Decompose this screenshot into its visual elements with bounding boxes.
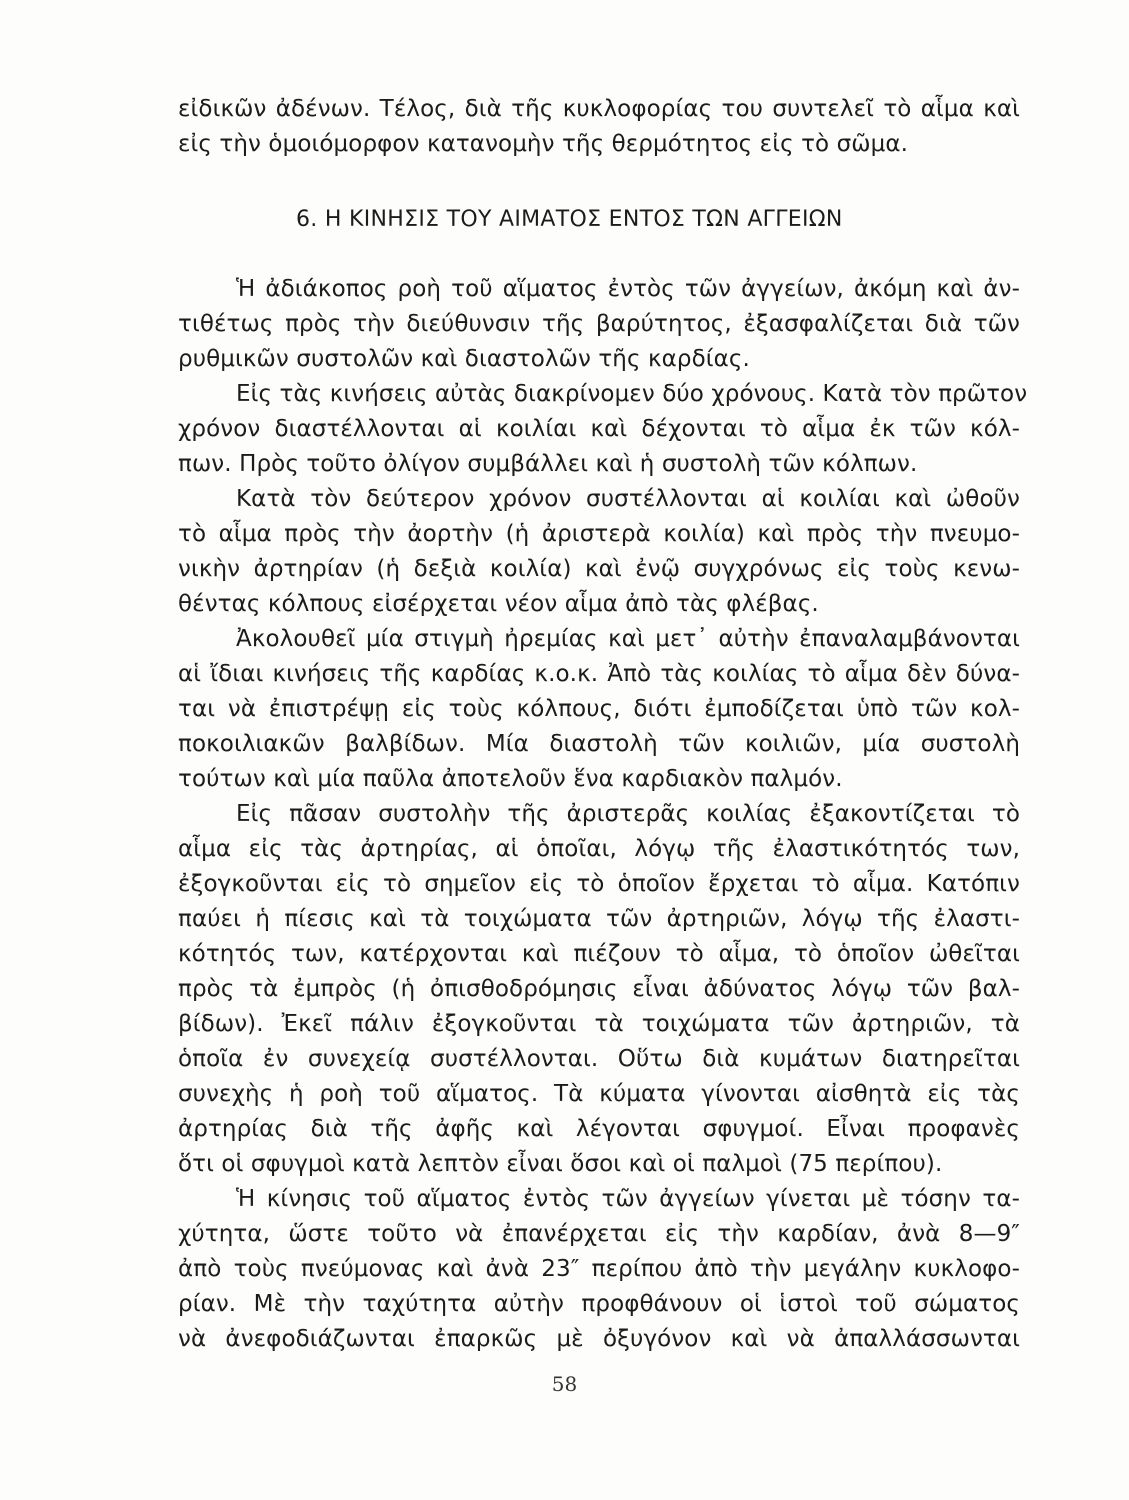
text-line: Ἡ κίνησις τοῦ αἵματος ἐντὸς τῶν ἀγγείων γίνεται μὲ τόσην τα- — [236, 1186, 1020, 1212]
text-line: κότητός των, κατέρχονται καὶ πιέζουν τὸ αἷμα, τὸ ὁποῖον ὠθεῖται — [178, 941, 1020, 967]
text-line: ται νὰ ἐπιστρέψῃ εἰς τοὺς κόλπους, διότι ἐμποδίζεται ὑπὸ τῶν κολ- — [178, 696, 1020, 722]
text-line: εἰδικῶν ἀδένων. Τέλος, διὰ τῆς κυκλοφορίας του συντελεῖ τὸ αἷμα καὶ — [178, 96, 1020, 122]
text-line: Εἰς τὰς κινήσεις αὐτὰς διακρίνομεν δύο χρόνους. Κατὰ τὸν πρῶτον — [236, 381, 1028, 407]
text-line: αἱ ἴδιαι κινήσεις τῆς καρδίας κ.ο.κ. Ἀπὸ τὰς κοιλίας τὸ αἷμα δὲν δύνα- — [178, 661, 1020, 687]
text-line: τούτων καὶ μία παῦλα ἀποτελοῦν ἕνα καρδιακὸν παλμόν. — [178, 766, 843, 792]
text-line: ἐξογκοῦνται εἰς τὸ σημεῖον εἰς τὸ ὁποῖον ἔρχεται τὸ αἷμα. Κατόπιν — [178, 871, 1020, 897]
text-line: αἷμα εἰς τὰς ἀρτηρίας, αἱ ὁποῖαι, λόγῳ τῆς ἐλαστικότητός των, — [178, 836, 1020, 862]
text-line: ποκοιλιακῶν βαλβίδων. Μία διαστολὴ τῶν κοιλιῶν, μία συστολὴ — [178, 731, 1020, 757]
text-line: νικὴν ἀρτηρίαν (ἡ δεξιὰ κοιλία) καὶ ἐνῷ συγχρόνως εἰς τοὺς κενω- — [178, 556, 1020, 582]
text-line: Εἰς πᾶσαν συστολὴν τῆς ἀριστερᾶς κοιλίας ἐξακοντίζεται τὸ — [236, 801, 1020, 827]
text-line: εἰς τὴν ὁμοιόμορφον κατανομὴν τῆς θερμότητος εἰς τὸ σῶμα. — [178, 131, 909, 157]
text-line: νὰ ἀνεφοδιάζωνται ἐπαρκῶς μὲ ὀξυγόνον καὶ νὰ ἀπαλλάσσωνται — [178, 1326, 1020, 1352]
text-line: ὁποῖα ἐν συνεχείᾳ συστέλλονται. Οὕτω διὰ κυμάτων διατηρεῖται — [178, 1046, 1020, 1072]
text-line: θέντας κόλπους εἰσέρχεται νέον αἷμα ἀπὸ τὰς φλέβας. — [178, 591, 819, 617]
text-line: Ἡ ἀδιάκοπος ροὴ τοῦ αἵματος ἐντὸς τῶν ἀγγείων, ἀκόμη καὶ ἀν- — [236, 276, 1020, 302]
text-line: βίδων). Ἐκεῖ πάλιν ἐξογκοῦνται τὰ τοιχώματα τῶν ἀρτηριῶν, τὰ — [178, 1011, 1020, 1037]
text-line: ρίαν. Μὲ τὴν ταχύτητα αὐτὴν προφθάνουν οἱ ἱστοὶ τοῦ σώματος — [178, 1291, 1020, 1317]
body-text-block — [178, 272, 1028, 1357]
text-line: τὸ αἷμα πρὸς τὴν ἀορτὴν (ἡ ἀριστερὰ κοιλία) καὶ πρὸς τὴν πνευμο- — [178, 521, 1020, 547]
text-line: ἀρτηρίας διὰ τῆς ἀφῆς καὶ λέγονται σφυγμοί. Εἶναι προφανὲς — [178, 1116, 1020, 1142]
intro-text-block — [178, 92, 1020, 162]
text-line: Ἀκολουθεῖ μία στιγμὴ ἠρεμίας καὶ μετ᾽ αὐτὴν ἐπαναλαμβάνονται — [236, 626, 1020, 652]
text-line: παύει ἡ πίεσις καὶ τὰ τοιχώματα τῶν ἀρτηριῶν, λόγῳ τῆς ἐλαστι- — [178, 906, 1020, 932]
text-line: τιθέτως πρὸς τὴν διεύθυνσιν τῆς βαρύτητος, ἐξασφαλίζεται διὰ τῶν — [178, 311, 1020, 337]
text-line: συνεχὴς ἡ ροὴ τοῦ αἵματος. Τὰ κύματα γίνονται αἰσθητὰ εἰς τὰς — [178, 1081, 1020, 1107]
text-line: χρόνον διαστέλλονται αἱ κοιλίαι καὶ δέχονται τὸ αἷμα ἐκ τῶν κόλ- — [178, 416, 1020, 442]
text-line: ρυθμικῶν συστολῶν καὶ διαστολῶν τῆς καρδίας. — [178, 346, 750, 372]
text-line: χύτητα, ὥστε τοῦτο νὰ ἐπανέρχεται εἰς τὴν καρδίαν, ἀνὰ 8—9″ — [178, 1221, 1020, 1247]
text-line: πρὸς τὰ ἐμπρὸς (ἡ ὀπισθοδρόμησις εἶναι ἀδύνατος λόγῳ τῶν βαλ- — [178, 976, 1020, 1002]
text-line: ἀπὸ τοὺς πνεύμονας καὶ ἀνὰ 23″ περίπου ἀπὸ τὴν μεγάλην κυκλοφο- — [178, 1256, 1020, 1282]
text-line: ὅτι οἱ σφυγμοὶ κατὰ λεπτὸν εἶναι ὅσοι καὶ οἱ παλμοὶ (75 περίπου). — [178, 1151, 943, 1177]
text-line: πων. Πρὸς τοῦτο ὀλίγον συμβάλλει καὶ ἡ συστολὴ τῶν κόλπων. — [178, 451, 918, 477]
text-line: Κατὰ τὸν δεύτερον χρόνον συστέλλονται αἱ κοιλίαι καὶ ὠθοῦν — [236, 486, 1020, 512]
page-number: 58 — [551, 1372, 578, 1396]
section-heading: 6. Η ΚΙΝΗΣΙΣ ΤΟΥ ΑΙΜΑΤΟΣ ΕΝΤΟΣ ΤΩΝ ΑΓΓΕΙΩΝ — [296, 207, 843, 232]
